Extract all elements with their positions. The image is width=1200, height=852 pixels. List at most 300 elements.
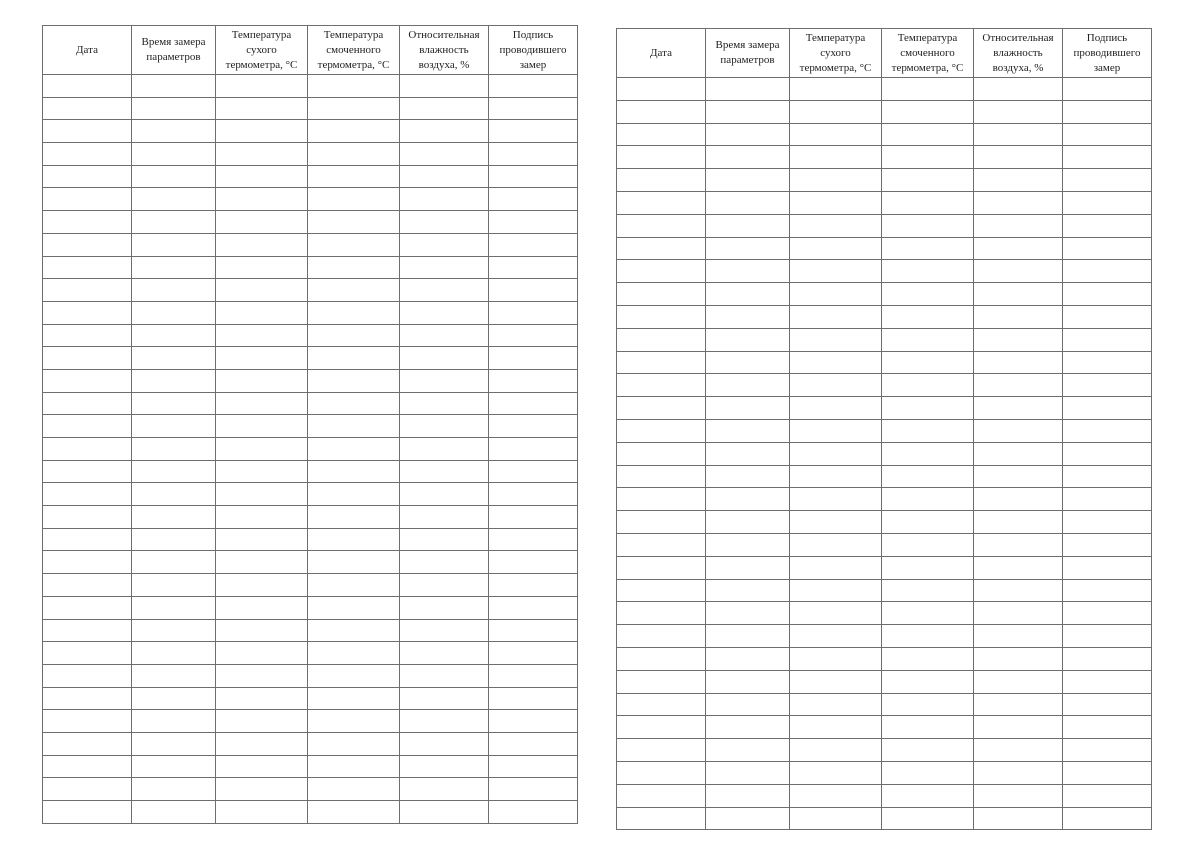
cell-relative-humidity[interactable] — [974, 260, 1063, 283]
cell-signature[interactable] — [489, 301, 578, 324]
cell-wet-bulb-temperature[interactable] — [882, 625, 974, 648]
cell-measurement-time[interactable] — [132, 97, 216, 120]
cell-date[interactable] — [43, 596, 132, 619]
cell-wet-bulb-temperature[interactable] — [308, 755, 400, 778]
cell-measurement-time[interactable] — [132, 301, 216, 324]
cell-signature[interactable] — [489, 664, 578, 687]
cell-date[interactable] — [617, 237, 706, 260]
cell-signature[interactable] — [1063, 579, 1152, 602]
cell-relative-humidity[interactable] — [400, 143, 489, 166]
cell-date[interactable] — [617, 78, 706, 101]
cell-date[interactable] — [617, 556, 706, 579]
cell-dry-bulb-temperature[interactable] — [216, 778, 308, 801]
cell-date[interactable] — [617, 488, 706, 511]
cell-dry-bulb-temperature[interactable] — [790, 374, 882, 397]
cell-signature[interactable] — [489, 596, 578, 619]
cell-dry-bulb-temperature[interactable] — [790, 237, 882, 260]
cell-wet-bulb-temperature[interactable] — [308, 801, 400, 824]
cell-signature[interactable] — [489, 369, 578, 392]
cell-measurement-time[interactable] — [132, 392, 216, 415]
cell-date[interactable] — [43, 506, 132, 529]
cell-dry-bulb-temperature[interactable] — [790, 169, 882, 192]
cell-signature[interactable] — [1063, 647, 1152, 670]
cell-wet-bulb-temperature[interactable] — [882, 739, 974, 762]
cell-signature[interactable] — [489, 143, 578, 166]
cell-wet-bulb-temperature[interactable] — [882, 465, 974, 488]
cell-date[interactable] — [43, 75, 132, 98]
cell-date[interactable] — [43, 188, 132, 211]
cell-measurement-time[interactable] — [132, 778, 216, 801]
cell-dry-bulb-temperature[interactable] — [790, 625, 882, 648]
cell-relative-humidity[interactable] — [400, 165, 489, 188]
cell-relative-humidity[interactable] — [974, 191, 1063, 214]
cell-signature[interactable] — [489, 778, 578, 801]
cell-wet-bulb-temperature[interactable] — [308, 483, 400, 506]
cell-relative-humidity[interactable] — [400, 256, 489, 279]
cell-dry-bulb-temperature[interactable] — [790, 100, 882, 123]
cell-wet-bulb-temperature[interactable] — [882, 556, 974, 579]
cell-date[interactable] — [617, 670, 706, 693]
cell-signature[interactable] — [1063, 442, 1152, 465]
cell-date[interactable] — [617, 761, 706, 784]
cell-dry-bulb-temperature[interactable] — [216, 596, 308, 619]
cell-relative-humidity[interactable] — [400, 801, 489, 824]
cell-wet-bulb-temperature[interactable] — [308, 506, 400, 529]
cell-relative-humidity[interactable] — [974, 328, 1063, 351]
cell-date[interactable] — [43, 347, 132, 370]
cell-signature[interactable] — [1063, 169, 1152, 192]
cell-measurement-time[interactable] — [132, 528, 216, 551]
cell-measurement-time[interactable] — [706, 784, 790, 807]
cell-relative-humidity[interactable] — [974, 511, 1063, 534]
cell-relative-humidity[interactable] — [400, 778, 489, 801]
cell-relative-humidity[interactable] — [974, 533, 1063, 556]
cell-date[interactable] — [617, 716, 706, 739]
cell-relative-humidity[interactable] — [400, 506, 489, 529]
cell-dry-bulb-temperature[interactable] — [216, 801, 308, 824]
cell-relative-humidity[interactable] — [400, 324, 489, 347]
cell-signature[interactable] — [489, 279, 578, 302]
cell-dry-bulb-temperature[interactable] — [216, 211, 308, 234]
cell-dry-bulb-temperature[interactable] — [216, 506, 308, 529]
cell-dry-bulb-temperature[interactable] — [790, 283, 882, 306]
cell-measurement-time[interactable] — [132, 710, 216, 733]
cell-date[interactable] — [617, 602, 706, 625]
cell-relative-humidity[interactable] — [400, 347, 489, 370]
cell-measurement-time[interactable] — [132, 801, 216, 824]
cell-dry-bulb-temperature[interactable] — [790, 397, 882, 420]
cell-date[interactable] — [43, 664, 132, 687]
cell-date[interactable] — [617, 465, 706, 488]
cell-date[interactable] — [617, 442, 706, 465]
cell-relative-humidity[interactable] — [400, 551, 489, 574]
cell-dry-bulb-temperature[interactable] — [790, 556, 882, 579]
cell-measurement-time[interactable] — [132, 324, 216, 347]
cell-relative-humidity[interactable] — [974, 716, 1063, 739]
cell-signature[interactable] — [1063, 670, 1152, 693]
cell-measurement-time[interactable] — [132, 574, 216, 597]
cell-signature[interactable] — [1063, 807, 1152, 830]
cell-measurement-time[interactable] — [132, 664, 216, 687]
cell-wet-bulb-temperature[interactable] — [882, 191, 974, 214]
cell-wet-bulb-temperature[interactable] — [308, 687, 400, 710]
cell-relative-humidity[interactable] — [974, 100, 1063, 123]
cell-signature[interactable] — [489, 211, 578, 234]
cell-signature[interactable] — [1063, 784, 1152, 807]
cell-wet-bulb-temperature[interactable] — [308, 732, 400, 755]
cell-signature[interactable] — [489, 188, 578, 211]
cell-measurement-time[interactable] — [706, 169, 790, 192]
cell-relative-humidity[interactable] — [974, 237, 1063, 260]
cell-measurement-time[interactable] — [706, 739, 790, 762]
cell-date[interactable] — [43, 324, 132, 347]
cell-dry-bulb-temperature[interactable] — [216, 574, 308, 597]
cell-dry-bulb-temperature[interactable] — [216, 233, 308, 256]
cell-date[interactable] — [43, 120, 132, 143]
cell-dry-bulb-temperature[interactable] — [216, 279, 308, 302]
cell-date[interactable] — [43, 574, 132, 597]
cell-dry-bulb-temperature[interactable] — [216, 687, 308, 710]
cell-date[interactable] — [617, 374, 706, 397]
cell-date[interactable] — [617, 351, 706, 374]
cell-dry-bulb-temperature[interactable] — [790, 784, 882, 807]
cell-wet-bulb-temperature[interactable] — [308, 233, 400, 256]
cell-date[interactable] — [43, 528, 132, 551]
cell-date[interactable] — [43, 369, 132, 392]
cell-date[interactable] — [617, 328, 706, 351]
cell-signature[interactable] — [1063, 146, 1152, 169]
cell-signature[interactable] — [1063, 397, 1152, 420]
cell-date[interactable] — [43, 642, 132, 665]
cell-wet-bulb-temperature[interactable] — [882, 761, 974, 784]
cell-relative-humidity[interactable] — [400, 75, 489, 98]
cell-measurement-time[interactable] — [132, 438, 216, 461]
cell-relative-humidity[interactable] — [974, 647, 1063, 670]
cell-measurement-time[interactable] — [706, 625, 790, 648]
cell-signature[interactable] — [489, 165, 578, 188]
cell-signature[interactable] — [1063, 100, 1152, 123]
cell-signature[interactable] — [489, 460, 578, 483]
cell-measurement-time[interactable] — [706, 237, 790, 260]
cell-dry-bulb-temperature[interactable] — [790, 761, 882, 784]
cell-measurement-time[interactable] — [132, 483, 216, 506]
cell-signature[interactable] — [489, 619, 578, 642]
cell-dry-bulb-temperature[interactable] — [216, 642, 308, 665]
cell-wet-bulb-temperature[interactable] — [882, 807, 974, 830]
cell-relative-humidity[interactable] — [400, 392, 489, 415]
cell-date[interactable] — [43, 687, 132, 710]
cell-measurement-time[interactable] — [706, 465, 790, 488]
cell-signature[interactable] — [1063, 260, 1152, 283]
cell-relative-humidity[interactable] — [974, 602, 1063, 625]
cell-date[interactable] — [43, 165, 132, 188]
cell-date[interactable] — [43, 710, 132, 733]
cell-relative-humidity[interactable] — [400, 97, 489, 120]
cell-relative-humidity[interactable] — [974, 693, 1063, 716]
cell-measurement-time[interactable] — [132, 687, 216, 710]
cell-signature[interactable] — [489, 528, 578, 551]
cell-dry-bulb-temperature[interactable] — [790, 123, 882, 146]
cell-dry-bulb-temperature[interactable] — [790, 807, 882, 830]
cell-dry-bulb-temperature[interactable] — [790, 328, 882, 351]
cell-relative-humidity[interactable] — [400, 279, 489, 302]
cell-dry-bulb-temperature[interactable] — [216, 324, 308, 347]
cell-measurement-time[interactable] — [706, 533, 790, 556]
cell-relative-humidity[interactable] — [974, 169, 1063, 192]
cell-date[interactable] — [43, 233, 132, 256]
cell-dry-bulb-temperature[interactable] — [790, 191, 882, 214]
cell-date[interactable] — [617, 214, 706, 237]
cell-date[interactable] — [43, 778, 132, 801]
cell-date[interactable] — [617, 191, 706, 214]
cell-signature[interactable] — [489, 506, 578, 529]
cell-date[interactable] — [43, 279, 132, 302]
cell-date[interactable] — [617, 784, 706, 807]
cell-relative-humidity[interactable] — [400, 188, 489, 211]
cell-wet-bulb-temperature[interactable] — [308, 664, 400, 687]
cell-date[interactable] — [617, 511, 706, 534]
cell-wet-bulb-temperature[interactable] — [882, 237, 974, 260]
cell-relative-humidity[interactable] — [400, 710, 489, 733]
cell-signature[interactable] — [489, 415, 578, 438]
cell-relative-humidity[interactable] — [974, 784, 1063, 807]
cell-wet-bulb-temperature[interactable] — [308, 551, 400, 574]
cell-measurement-time[interactable] — [706, 556, 790, 579]
cell-signature[interactable] — [489, 75, 578, 98]
cell-signature[interactable] — [1063, 465, 1152, 488]
cell-measurement-time[interactable] — [706, 305, 790, 328]
cell-relative-humidity[interactable] — [974, 123, 1063, 146]
cell-date[interactable] — [617, 283, 706, 306]
cell-signature[interactable] — [489, 801, 578, 824]
cell-measurement-time[interactable] — [706, 647, 790, 670]
cell-signature[interactable] — [489, 755, 578, 778]
cell-date[interactable] — [43, 619, 132, 642]
cell-measurement-time[interactable] — [706, 693, 790, 716]
cell-relative-humidity[interactable] — [974, 556, 1063, 579]
cell-date[interactable] — [617, 169, 706, 192]
cell-relative-humidity[interactable] — [974, 146, 1063, 169]
cell-measurement-time[interactable] — [706, 511, 790, 534]
cell-relative-humidity[interactable] — [400, 369, 489, 392]
cell-date[interactable] — [617, 123, 706, 146]
cell-signature[interactable] — [1063, 123, 1152, 146]
cell-wet-bulb-temperature[interactable] — [882, 716, 974, 739]
cell-date[interactable] — [43, 755, 132, 778]
cell-wet-bulb-temperature[interactable] — [882, 442, 974, 465]
cell-dry-bulb-temperature[interactable] — [216, 483, 308, 506]
cell-wet-bulb-temperature[interactable] — [882, 419, 974, 442]
cell-signature[interactable] — [489, 574, 578, 597]
cell-dry-bulb-temperature[interactable] — [790, 305, 882, 328]
cell-measurement-time[interactable] — [706, 146, 790, 169]
cell-signature[interactable] — [1063, 511, 1152, 534]
cell-wet-bulb-temperature[interactable] — [882, 511, 974, 534]
cell-wet-bulb-temperature[interactable] — [308, 574, 400, 597]
cell-dry-bulb-temperature[interactable] — [216, 392, 308, 415]
cell-relative-humidity[interactable] — [974, 739, 1063, 762]
cell-dry-bulb-temperature[interactable] — [216, 301, 308, 324]
cell-measurement-time[interactable] — [706, 191, 790, 214]
cell-wet-bulb-temperature[interactable] — [308, 279, 400, 302]
cell-wet-bulb-temperature[interactable] — [882, 533, 974, 556]
cell-measurement-time[interactable] — [706, 579, 790, 602]
cell-wet-bulb-temperature[interactable] — [882, 670, 974, 693]
cell-measurement-time[interactable] — [706, 123, 790, 146]
cell-dry-bulb-temperature[interactable] — [790, 465, 882, 488]
cell-dry-bulb-temperature[interactable] — [216, 369, 308, 392]
cell-dry-bulb-temperature[interactable] — [790, 739, 882, 762]
cell-dry-bulb-temperature[interactable] — [216, 415, 308, 438]
cell-measurement-time[interactable] — [132, 506, 216, 529]
cell-date[interactable] — [617, 739, 706, 762]
cell-measurement-time[interactable] — [132, 551, 216, 574]
cell-date[interactable] — [43, 732, 132, 755]
cell-date[interactable] — [617, 533, 706, 556]
cell-signature[interactable] — [489, 347, 578, 370]
cell-measurement-time[interactable] — [706, 670, 790, 693]
cell-date[interactable] — [43, 256, 132, 279]
cell-wet-bulb-temperature[interactable] — [308, 347, 400, 370]
cell-signature[interactable] — [1063, 693, 1152, 716]
cell-date[interactable] — [617, 397, 706, 420]
cell-measurement-time[interactable] — [132, 619, 216, 642]
cell-date[interactable] — [43, 801, 132, 824]
cell-relative-humidity[interactable] — [400, 642, 489, 665]
cell-relative-humidity[interactable] — [400, 664, 489, 687]
cell-wet-bulb-temperature[interactable] — [882, 693, 974, 716]
cell-date[interactable] — [617, 305, 706, 328]
cell-dry-bulb-temperature[interactable] — [216, 732, 308, 755]
cell-wet-bulb-temperature[interactable] — [308, 369, 400, 392]
cell-relative-humidity[interactable] — [974, 214, 1063, 237]
cell-date[interactable] — [617, 260, 706, 283]
cell-signature[interactable] — [489, 120, 578, 143]
cell-wet-bulb-temperature[interactable] — [308, 97, 400, 120]
cell-dry-bulb-temperature[interactable] — [790, 146, 882, 169]
cell-measurement-time[interactable] — [706, 602, 790, 625]
cell-wet-bulb-temperature[interactable] — [882, 351, 974, 374]
cell-signature[interactable] — [1063, 305, 1152, 328]
cell-measurement-time[interactable] — [132, 75, 216, 98]
cell-measurement-time[interactable] — [706, 419, 790, 442]
cell-relative-humidity[interactable] — [400, 301, 489, 324]
cell-wet-bulb-temperature[interactable] — [882, 169, 974, 192]
cell-relative-humidity[interactable] — [400, 528, 489, 551]
cell-date[interactable] — [43, 211, 132, 234]
cell-dry-bulb-temperature[interactable] — [216, 347, 308, 370]
cell-dry-bulb-temperature[interactable] — [790, 670, 882, 693]
cell-dry-bulb-temperature[interactable] — [790, 579, 882, 602]
cell-signature[interactable] — [1063, 625, 1152, 648]
cell-signature[interactable] — [1063, 761, 1152, 784]
cell-wet-bulb-temperature[interactable] — [308, 75, 400, 98]
cell-signature[interactable] — [1063, 602, 1152, 625]
cell-relative-humidity[interactable] — [974, 374, 1063, 397]
cell-signature[interactable] — [1063, 351, 1152, 374]
cell-wet-bulb-temperature[interactable] — [882, 260, 974, 283]
cell-signature[interactable] — [489, 233, 578, 256]
cell-measurement-time[interactable] — [706, 100, 790, 123]
cell-relative-humidity[interactable] — [974, 397, 1063, 420]
cell-dry-bulb-temperature[interactable] — [216, 551, 308, 574]
cell-wet-bulb-temperature[interactable] — [308, 528, 400, 551]
cell-wet-bulb-temperature[interactable] — [308, 642, 400, 665]
cell-dry-bulb-temperature[interactable] — [216, 143, 308, 166]
cell-measurement-time[interactable] — [132, 188, 216, 211]
cell-date[interactable] — [43, 415, 132, 438]
cell-wet-bulb-temperature[interactable] — [308, 619, 400, 642]
cell-relative-humidity[interactable] — [974, 465, 1063, 488]
cell-dry-bulb-temperature[interactable] — [790, 533, 882, 556]
cell-wet-bulb-temperature[interactable] — [308, 596, 400, 619]
cell-dry-bulb-temperature[interactable] — [216, 460, 308, 483]
cell-relative-humidity[interactable] — [400, 596, 489, 619]
cell-signature[interactable] — [489, 732, 578, 755]
cell-wet-bulb-temperature[interactable] — [882, 78, 974, 101]
cell-relative-humidity[interactable] — [974, 670, 1063, 693]
cell-relative-humidity[interactable] — [400, 619, 489, 642]
cell-relative-humidity[interactable] — [400, 755, 489, 778]
cell-dry-bulb-temperature[interactable] — [216, 438, 308, 461]
cell-measurement-time[interactable] — [132, 732, 216, 755]
cell-relative-humidity[interactable] — [974, 305, 1063, 328]
cell-signature[interactable] — [1063, 328, 1152, 351]
cell-dry-bulb-temperature[interactable] — [216, 75, 308, 98]
cell-wet-bulb-temperature[interactable] — [882, 488, 974, 511]
cell-dry-bulb-temperature[interactable] — [790, 214, 882, 237]
cell-date[interactable] — [617, 579, 706, 602]
cell-date[interactable] — [617, 693, 706, 716]
cell-dry-bulb-temperature[interactable] — [790, 716, 882, 739]
cell-dry-bulb-temperature[interactable] — [216, 664, 308, 687]
cell-signature[interactable] — [489, 438, 578, 461]
cell-wet-bulb-temperature[interactable] — [882, 374, 974, 397]
cell-wet-bulb-temperature[interactable] — [882, 602, 974, 625]
cell-date[interactable] — [43, 438, 132, 461]
cell-date[interactable] — [617, 419, 706, 442]
cell-measurement-time[interactable] — [706, 716, 790, 739]
cell-relative-humidity[interactable] — [974, 761, 1063, 784]
cell-measurement-time[interactable] — [706, 807, 790, 830]
cell-wet-bulb-temperature[interactable] — [882, 328, 974, 351]
cell-dry-bulb-temperature[interactable] — [216, 710, 308, 733]
cell-dry-bulb-temperature[interactable] — [790, 351, 882, 374]
cell-relative-humidity[interactable] — [974, 419, 1063, 442]
cell-dry-bulb-temperature[interactable] — [216, 97, 308, 120]
cell-relative-humidity[interactable] — [400, 211, 489, 234]
cell-relative-humidity[interactable] — [400, 483, 489, 506]
cell-date[interactable] — [617, 807, 706, 830]
cell-dry-bulb-temperature[interactable] — [216, 188, 308, 211]
cell-dry-bulb-temperature[interactable] — [790, 419, 882, 442]
cell-relative-humidity[interactable] — [974, 579, 1063, 602]
cell-date[interactable] — [43, 460, 132, 483]
cell-signature[interactable] — [1063, 716, 1152, 739]
cell-measurement-time[interactable] — [706, 374, 790, 397]
cell-signature[interactable] — [1063, 419, 1152, 442]
cell-dry-bulb-temperature[interactable] — [790, 602, 882, 625]
cell-signature[interactable] — [489, 710, 578, 733]
cell-wet-bulb-temperature[interactable] — [882, 146, 974, 169]
cell-measurement-time[interactable] — [706, 78, 790, 101]
cell-wet-bulb-temperature[interactable] — [882, 397, 974, 420]
cell-dry-bulb-temperature[interactable] — [790, 511, 882, 534]
cell-signature[interactable] — [489, 392, 578, 415]
cell-wet-bulb-temperature[interactable] — [308, 256, 400, 279]
cell-signature[interactable] — [1063, 283, 1152, 306]
cell-wet-bulb-temperature[interactable] — [882, 647, 974, 670]
